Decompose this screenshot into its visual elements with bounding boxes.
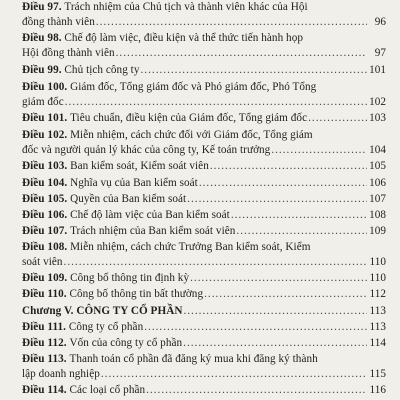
leader-dots [187, 192, 367, 207]
page-number: 102 [369, 96, 386, 108]
leader-dots [231, 208, 367, 223]
entry-label: Điều 98. [22, 32, 62, 44]
toc-entry [22, 240, 386, 270]
leader-dots [308, 111, 367, 126]
entry-title: Giám đốc, Tổng giám đốc và Phó giám đốc, Phó Tổng [70, 81, 317, 93]
toc-entry [22, 111, 386, 126]
leader-dots [236, 224, 367, 239]
entry-title: Ban kiểm soát, Kiểm soát viên [70, 160, 209, 172]
entry-title: Miễn nhiệm, cách chức Trưởng Ban kiểm soát, Kiểm [70, 241, 311, 253]
chapter-title: Chương V. CÔNG TY CỔ PHẦN [22, 305, 183, 317]
entry-title: Công bố thông tin định kỳ [70, 272, 190, 284]
toc-entry [22, 336, 386, 351]
entry-title: Miễn nhiệm, cách chức đối với Giám đốc, Tổng giám [70, 129, 313, 141]
entry-label: Điều 107. [22, 225, 68, 237]
entry-title-cont: giám đốc [22, 96, 64, 108]
page-number: 113 [369, 305, 386, 317]
page-number: 97 [374, 47, 386, 59]
entry-title: Vốn của công ty cổ phần [69, 337, 183, 349]
entry-title: Trách nhiệm của Chủ tịch và thành viên khác của Hội [64, 1, 308, 13]
entry-label: Điều 103. [22, 160, 68, 172]
toc-entry [22, 31, 386, 61]
entry-label: Điều 106. [22, 209, 68, 221]
leader-dots [146, 383, 367, 398]
toc-entry [22, 80, 386, 110]
toc-entry [22, 352, 386, 382]
entry-label: Điều 108. [22, 241, 68, 253]
chapter-heading [22, 304, 386, 319]
entry-label: Điều 112. [22, 337, 67, 349]
entry-label: Điều 105. [22, 193, 68, 205]
entry-label: Điều 101. [22, 112, 68, 124]
toc-entry [22, 128, 386, 158]
page-number: 108 [369, 209, 386, 221]
leader-dots [64, 255, 367, 270]
toc-entry [22, 192, 386, 207]
page-number: 109 [369, 225, 386, 237]
entry-label: Điều 104. [22, 177, 68, 189]
entry-label: Điều 97. [22, 1, 62, 13]
toc-entry [22, 176, 386, 191]
leader-dots [65, 95, 367, 110]
leader-dots [144, 320, 367, 335]
page-number: 116 [369, 384, 386, 396]
toc-entry [22, 208, 386, 223]
leader-dots [183, 336, 367, 351]
leader-dots [183, 304, 367, 319]
page-number: 115 [369, 368, 386, 380]
entry-label: Điều 102. [22, 129, 68, 141]
leader-dots [116, 46, 367, 61]
leader-dots [271, 143, 367, 158]
toc-entry [22, 0, 386, 30]
toc-entry [22, 287, 386, 302]
toc-entry [22, 224, 386, 239]
entry-title: Tiêu chuẩn, điều kiện của Giám đốc, Tổng giám đốc [70, 112, 308, 124]
leader-dots [96, 15, 367, 30]
leader-dots [101, 367, 367, 382]
leader-dots [199, 176, 367, 191]
entry-label: Điều 99. [22, 64, 62, 76]
page-number: 110 [369, 256, 386, 268]
entry-title: Các loại cổ phần [69, 384, 146, 396]
page-number: 113 [369, 321, 386, 333]
entry-title: Quyền của Ban kiểm soát [70, 193, 187, 205]
entry-label: Điều 109. [22, 272, 68, 284]
entry-label: Điều 111. [22, 321, 66, 333]
entry-label: Điều 114. [22, 384, 67, 396]
leader-dots [210, 159, 367, 174]
entry-title: Chủ tịch công ty [64, 64, 140, 76]
page-number: 106 [369, 177, 386, 189]
entry-title-cont: Hội đồng thành viên [22, 47, 115, 59]
page-number: 107 [369, 193, 386, 205]
entry-title: Công ty cổ phần [68, 321, 144, 333]
toc-entry [22, 271, 386, 286]
page-number: 104 [369, 144, 386, 156]
entry-title-cont: soát viên [22, 256, 63, 268]
page-number: 105 [369, 160, 386, 172]
toc-entry [22, 383, 386, 398]
leader-dots [141, 63, 368, 78]
toc-entry [22, 320, 386, 335]
entry-label: Điều 110. [22, 288, 67, 300]
toc-entry [22, 63, 386, 78]
toc-entry [22, 159, 386, 174]
entry-title-cont: đồng thành viên [22, 16, 95, 28]
page-number: 96 [374, 16, 386, 28]
entry-label: Điều 100. [22, 81, 68, 93]
entry-title: Công bố thông tin bất thường [69, 288, 204, 300]
entry-title: Trách nhiệm của Ban kiểm soát viên [70, 225, 236, 237]
page-number: 114 [369, 337, 386, 349]
entry-title: Chế độ làm việc, điều kiện và thể thức tiến hành họp [64, 32, 303, 44]
entry-title: Thanh toán cổ phần đã đăng ký mua khi đăng ký thành [69, 353, 318, 365]
leader-dots [204, 287, 367, 302]
entry-title-cont: lập doanh nghiệp [22, 368, 100, 380]
page-number: 103 [369, 112, 386, 124]
entry-title: Nghĩa vụ của Ban kiểm soát [70, 177, 198, 189]
leader-dots [190, 271, 367, 286]
entry-label: Điều 113. [22, 353, 67, 365]
page-number: 110 [369, 272, 386, 284]
page-number: 112 [369, 288, 386, 300]
page-number: 101 [369, 64, 386, 76]
entry-title-cont: đốc và người quản lý khác của công ty, Kế toán trưởng [22, 144, 271, 156]
entry-title: Chế độ làm việc của Ban kiểm soát [70, 209, 230, 221]
